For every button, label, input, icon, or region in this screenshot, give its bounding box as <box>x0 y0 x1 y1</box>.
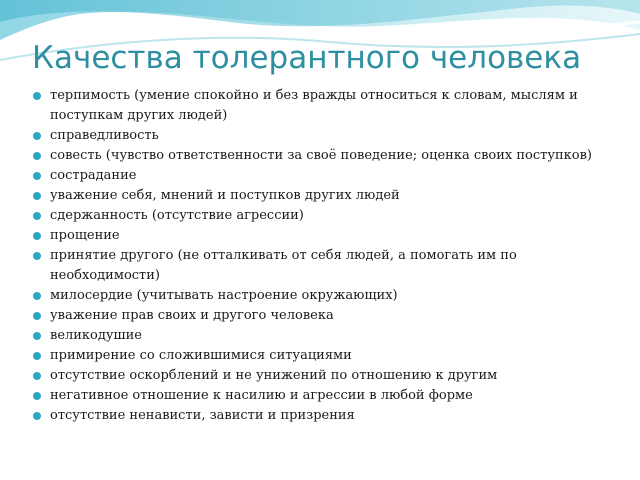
list-item-text: отсутствие ненависти, зависти и призрения <box>50 408 355 423</box>
list-item-text: уважение прав своих и другого человека <box>50 308 334 323</box>
list-item <box>32 306 607 326</box>
list-item <box>32 326 607 346</box>
list-item <box>32 246 607 286</box>
list-item <box>32 286 607 306</box>
list-item <box>32 166 607 186</box>
list-item <box>32 86 607 126</box>
qualities-list <box>32 86 607 426</box>
list-item-text: принятие другого (не отталкивать от себя людей, а помогать им по необходимости) <box>50 248 517 283</box>
list-item-text: сдержанность (отсутствие агрессии) <box>50 208 304 223</box>
list-item <box>32 186 607 206</box>
bullet-dot-icon <box>33 412 41 420</box>
bullet-dot-icon <box>33 392 41 400</box>
bullet-dot-icon <box>33 312 41 320</box>
list-item-text: уважение себя, мнений и поступков других людей <box>50 188 400 203</box>
bullet-dot-icon <box>33 172 41 180</box>
list-item <box>32 206 607 226</box>
list-item <box>32 346 607 366</box>
list-item-text: примирение со сложившимися ситуациями <box>50 348 352 363</box>
list-item <box>32 126 607 146</box>
slide-title: Качества толерантного человека <box>32 40 582 76</box>
bullet-dot-icon <box>33 92 41 100</box>
list-item <box>32 366 607 386</box>
list-item-text: справедливость <box>50 128 159 143</box>
bullet-dot-icon <box>33 332 41 340</box>
bullet-dot-icon <box>33 212 41 220</box>
list-item <box>32 146 607 166</box>
bullet-dot-icon <box>33 192 41 200</box>
list-item-text: великодушие <box>50 328 142 343</box>
list-item-text: сострадание <box>50 168 137 183</box>
bullet-dot-icon <box>33 252 41 260</box>
list-item <box>32 226 607 246</box>
bullet-dot-icon <box>33 292 41 300</box>
list-item-text: милосердие (учитывать настроение окружающих) <box>50 288 398 303</box>
bullet-dot-icon <box>33 232 41 240</box>
bullet-dot-icon <box>33 152 41 160</box>
bullet-dot-icon <box>33 372 41 380</box>
list-item-text: прощение <box>50 228 120 243</box>
list-item-text: терпимость (умение спокойно и без вражды относиться к словам, мыслям и поступкам других людей) <box>50 88 578 123</box>
list-item-text: негативное отношение к насилию и агрессии в любой форме <box>50 388 473 403</box>
bullet-dot-icon <box>33 352 41 360</box>
list-item <box>32 386 607 406</box>
list-item-text: отсутствие оскорблений и не унижений по отношению к другим <box>50 368 498 383</box>
list-item <box>32 406 607 426</box>
list-item-text: совесть (чувство ответственности за своё поведение; оценка своих поступков) <box>50 148 593 163</box>
bullet-dot-icon <box>33 132 41 140</box>
